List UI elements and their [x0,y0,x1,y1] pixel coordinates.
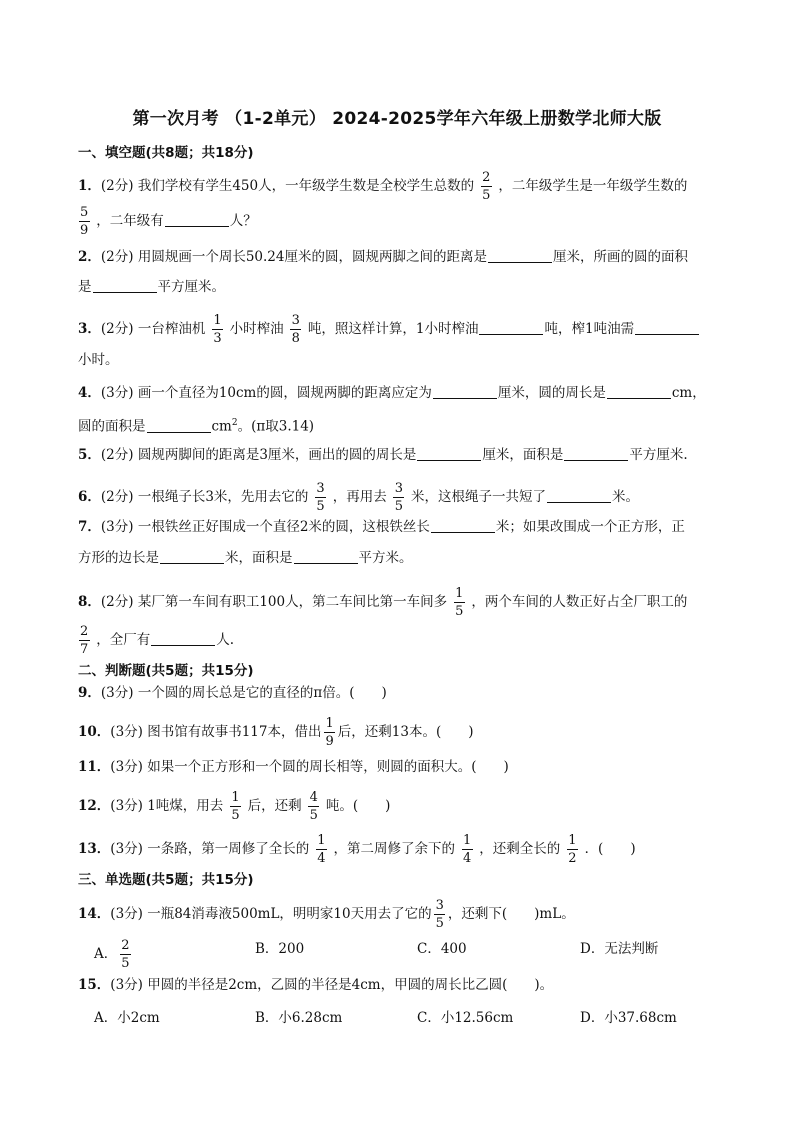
question-number: 6． [78,489,101,505]
question-text: 厘米，面积是 [482,447,564,463]
question-6 [78,481,639,514]
question-text: (2分) 我们学校有学生450人，一年级学生数是全校学生总数的 [100,178,475,194]
option-a[interactable]: A． $\frac{2}{5}$ [94,938,130,971]
question-text: ，第二周修了余下的 [333,841,455,857]
question-text: 平方厘米. [629,447,688,463]
question-text: ，二年级有 [96,213,164,229]
question-text: 小时榨油 [229,321,284,337]
question-7-cont [78,548,413,568]
fraction: $\frac{3}{8}$ [291,313,300,346]
question-number: 9． [78,685,101,701]
question-text: ，还剩下( )mL。 [447,906,575,922]
question-text: ，再用去 [332,489,387,505]
fraction: $\frac{2}{7}$ [80,624,89,657]
answer-blank[interactable] [564,446,628,461]
question-text: (2分) 某厂第一车间有职工100人，第二车间比第一车间多 [100,594,448,610]
fraction: $\frac{1}{9}$ [325,716,334,749]
fraction: $\frac{1}{3}$ [213,313,222,346]
answer-blank[interactable] [488,248,552,263]
option-d[interactable]: D．小37.68cm [580,1010,677,1026]
question-text: (3分) 一条路，第一周修了全长的 [110,841,310,857]
question-number: 4． [78,385,101,401]
question-text: (2分) 用圆规画一个周长50.24厘米的圆，圆规两脚之间的距离是 [100,249,487,265]
page-title: 第一次月考 （1-2单元） 2024-2025学年六年级上册数学北师大版 [132,109,662,129]
fraction: $\frac{4}{5}$ [309,790,318,823]
answer-blank[interactable] [151,631,215,646]
answer-blank[interactable] [294,549,358,564]
question-text: (3分) 一根铁丝正好围成一个直径2米的圆，这根铁丝长 [100,519,430,535]
question-5 [78,445,688,465]
question-text: (2分) 一台榨油机 [100,321,206,337]
question-text: ，两个车间的人数正好占全厂职工的 [471,594,688,610]
question-text: 是 [78,279,92,295]
question-text: 吨，照这样计算，1小时榨油 [307,321,479,337]
question-text: 后，还剩13本。( ) [337,724,474,740]
question-text: ．( ) [584,841,636,857]
question-12 [78,790,390,823]
question-text: (3分) 1吨煤，用去 [110,798,224,814]
question-text: 米。 [611,489,639,505]
question-text: ，还剩全长的 [479,841,561,857]
answer-blank[interactable] [147,418,211,433]
question-8-cont [78,624,234,657]
question-13 [78,833,636,866]
question-7 [78,517,685,537]
question-1-cont [78,205,257,238]
question-10 [78,716,473,749]
fraction: $\frac{2}{5}$ [121,938,130,971]
question-1 [78,170,687,203]
question-text: 。(π取3.14) [237,418,315,435]
answer-blank[interactable] [93,278,157,293]
question-number: 10． [78,724,111,740]
fraction: $\frac{5}{9}$ [80,205,89,238]
question-text: 吨。( ) [325,798,391,814]
answer-blank[interactable] [160,549,224,564]
answer-blank[interactable] [547,488,611,503]
question-text: (3分) 甲圆的半径是2cm，乙圆的半径是4cm，甲圆的周长比乙圆( )。 [110,977,554,993]
question-number: 14． [78,906,111,922]
question-text: (3分) 图书馆有故事书117本，借出 [110,724,322,740]
question-number: 15． [78,977,111,993]
question-3 [78,313,700,346]
fraction: $\frac{1}{4}$ [463,833,472,866]
question-text: 圆的面积是 [78,418,146,435]
question-number: 13． [78,841,111,857]
option-c[interactable]: C．小12.56cm [417,1010,514,1026]
question-text: ，二年级学生是一年级学生数的 [498,178,688,194]
fraction: $\frac{3}{5}$ [316,481,325,514]
question-text: 方形的边长是 [78,550,159,566]
question-text: 厘米，圆的周长是 [497,385,606,401]
fraction: $\frac{2}{5}$ [482,170,491,203]
question-text: 米，面积是 [225,550,293,566]
answer-blank[interactable] [607,384,671,399]
question-text: (3分) 一个圆的周长总是它的直径的π倍。( ) [100,685,387,701]
question-text: 吨，榨1吨油需 [544,321,635,337]
answer-blank[interactable] [635,320,699,335]
fraction: $\frac{1}{4}$ [317,833,326,866]
answer-blank[interactable] [165,212,229,227]
question-number: 11． [78,759,111,775]
question-number: 7． [78,519,101,535]
option-a[interactable]: A．小2cm [94,1010,160,1026]
question-text: cm， [671,385,706,401]
question-text: 米，这根绳子一共短了 [410,489,546,505]
question-2 [78,247,688,267]
question-4-cont [78,413,314,437]
question-text: (3分) 一瓶84消毒液500mL，明明家10天用去了它的 [110,906,432,922]
question-9 [78,683,387,703]
section-single-choice: 三、单选题(共5题；共15分) [78,872,254,888]
question-text: 平方厘米。 [157,279,225,295]
section-true-false: 二、判断题(共5题；共15分) [78,663,254,679]
question-text: 人. [216,632,235,648]
answer-blank[interactable] [417,446,481,461]
question-2-cont [78,277,225,297]
fraction: $\frac{3}{5}$ [435,898,444,931]
question-number: 2． [78,249,101,265]
question-number: 5． [78,447,101,463]
question-text: 米；如果改围成一个正方形，正 [495,519,685,535]
answer-blank[interactable] [433,384,497,399]
answer-blank[interactable] [431,518,495,533]
question-text: (3分) 如果一个正方形和一个圆的周长相等，则圆的面积大。( ) [110,759,509,775]
question-number: 12． [78,798,111,814]
question-text: 后，还剩 [247,798,302,814]
question-text: (3分) 画一个直径为10cm的圆，圆规两脚的距离应定为 [100,385,432,401]
question-text: 小时。 [78,352,119,368]
option-c[interactable]: C．400 [417,941,467,957]
question-number: 8． [78,594,101,610]
option-b[interactable]: B．200 [255,941,305,957]
fraction: $\frac{1}{5}$ [231,790,240,823]
question-11 [78,757,509,777]
question-text: 平方米。 [358,550,413,566]
question-text: cm [211,418,232,435]
question-text: (2分) 圆规两脚间的距离是3厘米，画出的圆的周长是 [100,447,417,463]
question-14 [78,898,575,931]
answer-blank[interactable] [479,320,543,335]
fraction: $\frac{1}{5}$ [455,586,464,619]
fraction: $\frac{1}{2}$ [568,833,577,866]
superscript: 2 [231,418,238,428]
question-number: 1． [78,178,101,194]
section-fill-in: 一、填空题(共8题；共18分) [78,145,254,161]
question-8 [78,586,687,619]
question-4 [78,383,706,403]
fraction: $\frac{3}{5}$ [394,481,403,514]
question-text: (2分) 一根绳子长3米，先用去它的 [100,489,309,505]
question-15 [78,975,553,995]
option-b[interactable]: B．小6.28cm [255,1010,343,1026]
question-number: 3． [78,321,101,337]
question-3-cont [78,350,119,370]
option-d[interactable]: D．无法判断 [580,941,659,957]
question-text: 厘米，所画的圆的面积 [552,249,688,265]
question-text: ，全厂有 [96,632,151,648]
question-text: 人？ [229,213,257,229]
